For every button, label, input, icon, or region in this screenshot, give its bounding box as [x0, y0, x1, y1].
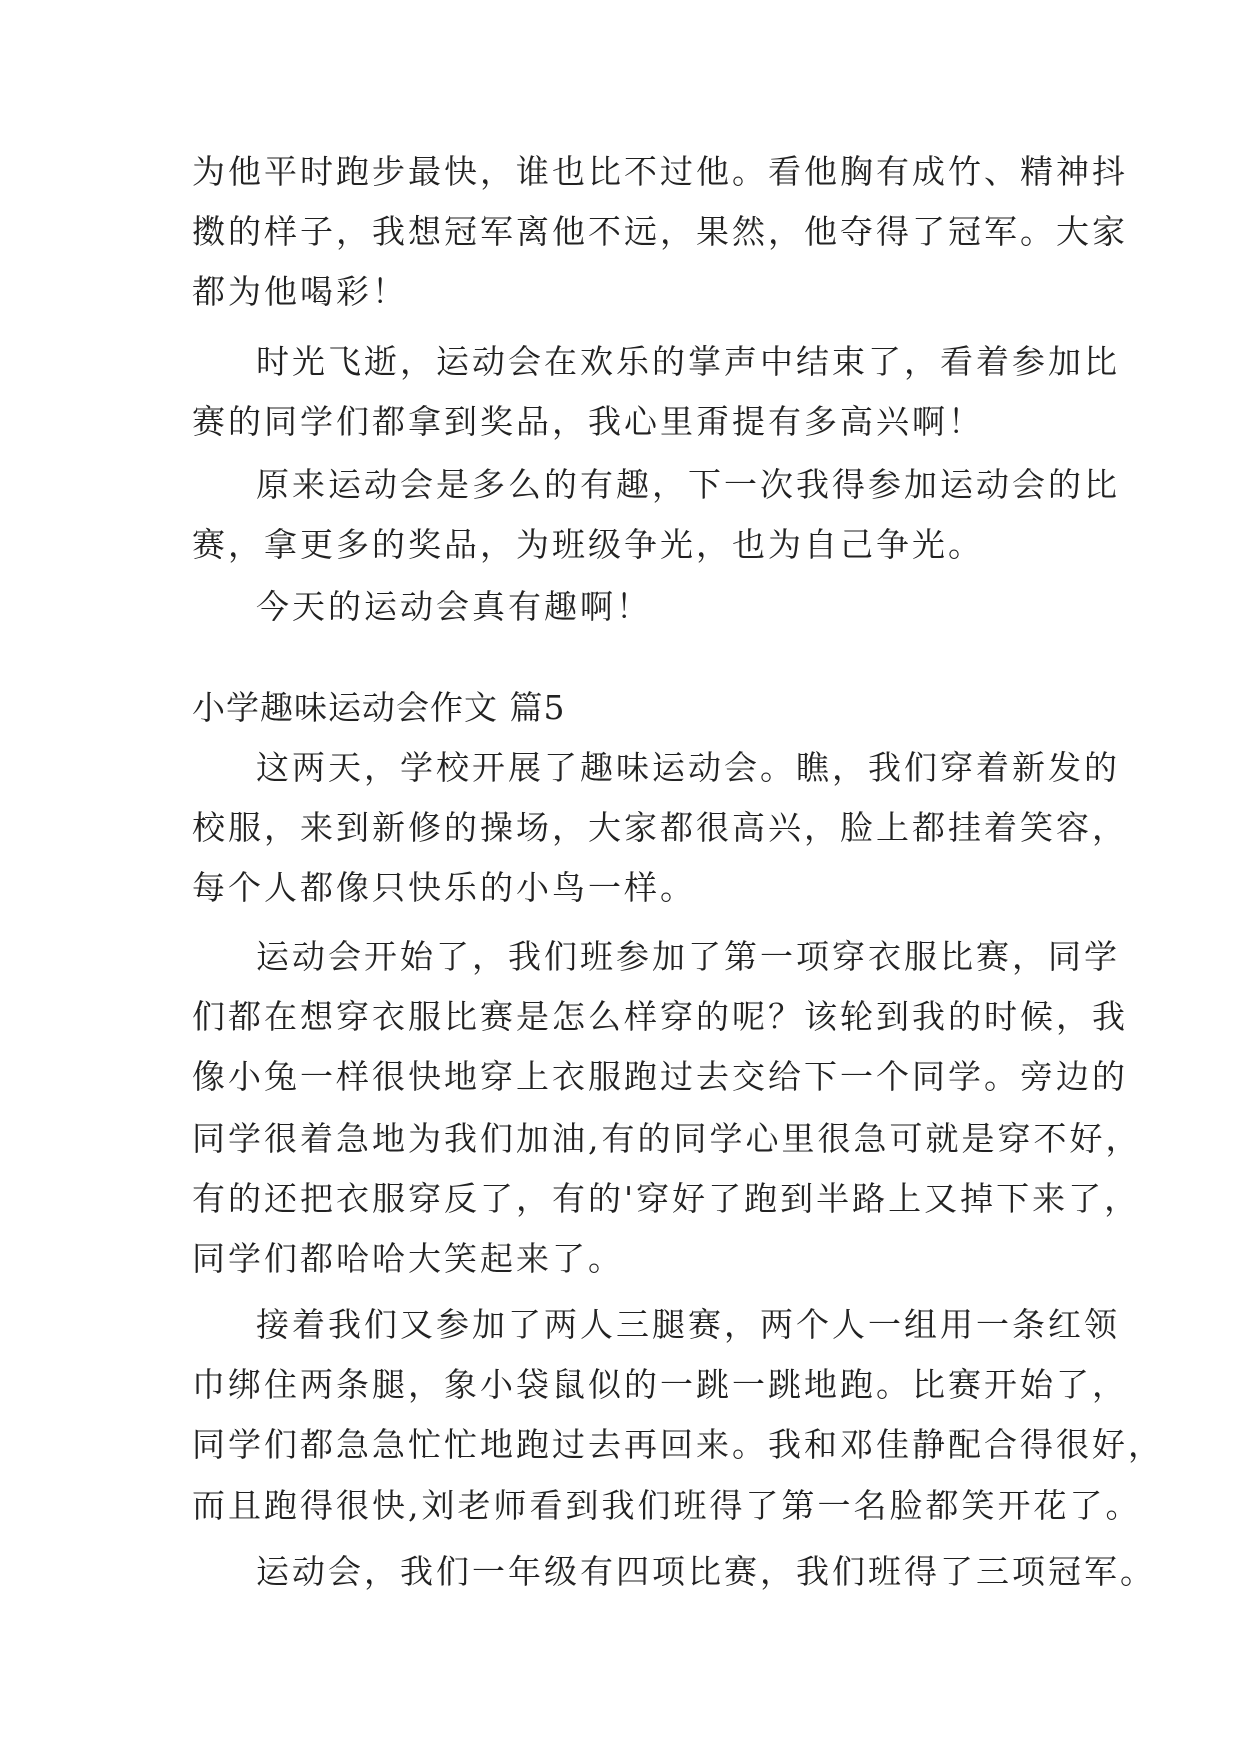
- text-line: 赛，拿更多的奖品，为班级争光，也为自己争光。: [192, 525, 984, 564]
- text-line: 有的还把衣服穿反了，有的'穿好了跑到半路上又掉下来了，: [192, 1179, 1141, 1218]
- text-line: 擞的样子，我想冠军离他不远，果然，他夺得了冠军。大家: [192, 212, 1128, 251]
- paragraph-start-line: 这两天，学校开展了趣味运动会。瞧，我们穿着新发的: [256, 748, 1120, 787]
- text-line: 同学们都急急忙忙地跑过去再回来。我和邓佳静配合得很好，: [192, 1425, 1164, 1464]
- paragraph-start-line: 接着我们又参加了两人三腿赛，两个人一组用一条红领: [256, 1305, 1120, 1344]
- section-heading: 小学趣味运动会作文 篇5: [192, 688, 566, 727]
- text-line: 校服，来到新修的操场，大家都很高兴，脸上都挂着笑容，: [192, 808, 1128, 847]
- text-line: 而且跑得很快,刘老师看到我们班得了第一名脸都笑开花了。: [192, 1486, 1142, 1525]
- text-line: 为他平时跑步最快，谁也比不过他。看他胸有成竹、精神抖: [192, 152, 1128, 191]
- text-line: 每个人都像只快乐的小鸟一样。: [192, 868, 696, 907]
- paragraph-start-line: 时光飞逝，运动会在欢乐的掌声中结束了，看着参加比: [256, 342, 1120, 381]
- text-line: 们都在想穿衣服比赛是怎么样穿的呢？该轮到我的时候，我: [192, 997, 1128, 1036]
- text-line: 同学们都哈哈大笑起来了。: [192, 1239, 624, 1278]
- paragraph-start-line: 原来运动会是多么的有趣，下一次我得参加运动会的比: [256, 465, 1120, 504]
- paragraph-start-line: 运动会开始了，我们班参加了第一项穿衣服比赛，同学: [256, 937, 1120, 976]
- paragraph-start-line: 运动会，我们一年级有四项比赛，我们班得了三项冠军。: [256, 1552, 1156, 1591]
- paragraph-start-line: 今天的运动会真有趣啊！: [256, 587, 652, 626]
- text-line: 同学很着急地为我们加油,有的同学心里很急可就是穿不好，: [192, 1119, 1142, 1158]
- text-line: 赛的同学们都拿到奖品，我心里甭提有多高兴啊！: [192, 402, 984, 441]
- text-line: 巾绑住两条腿，象小袋鼠似的一跳一跳地跑。比赛开始了，: [192, 1365, 1128, 1404]
- text-line: 像小兔一样很快地穿上衣服跑过去交给下一个同学。旁边的: [192, 1057, 1128, 1096]
- text-line: 都为他喝彩！: [192, 272, 408, 311]
